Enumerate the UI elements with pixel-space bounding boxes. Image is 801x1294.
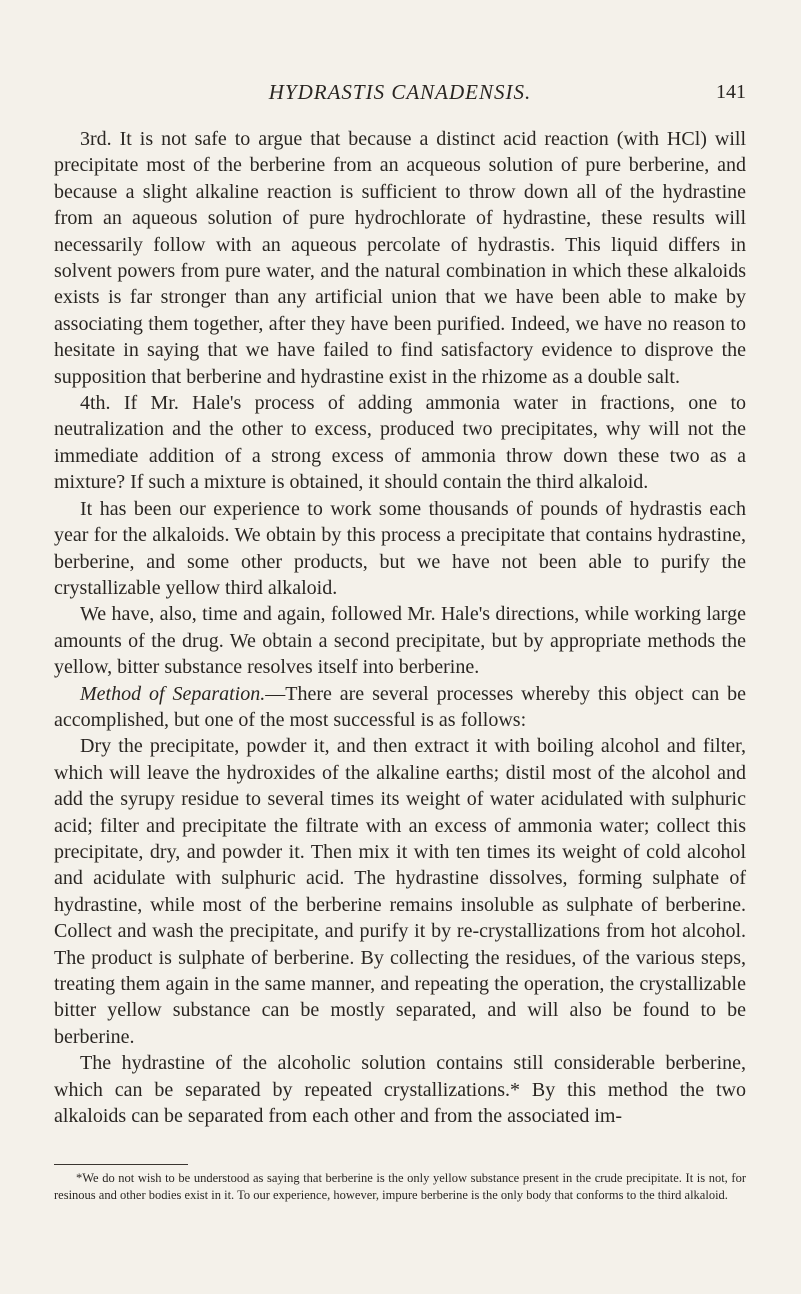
paragraph-hale-directions: We have, also, time and again, followed Mr. Hale's directions, while working large amounts of the drug. We obtain a second precipitate, but by appropriate methods the yellow, bitter substance resolves itself into berberine. xyxy=(54,603,746,679)
method-intro-text: —There are several processes whereby this object can be accomplished, but one of the most successful is as follows: xyxy=(54,682,746,731)
page-header xyxy=(54,80,746,106)
section-heading-method: Method of Separation. xyxy=(80,682,266,705)
paragraph-hydrastine-solution: The hydrastine of the alcoholic solution contains still considerable berberine, which can be separated by repeated crystallizations.* By this method the two alkaloids can be separated from each other and from the associated im- xyxy=(54,1052,746,1128)
paragraph-method xyxy=(54,681,746,734)
running-title: HYDRASTIS CANADENSIS. xyxy=(268,80,532,104)
paragraph-procedure: Dry the precipitate, powder it, and then extract it with boiling alcohol and filter, which will leave the hydroxides of the alkaline earths; distil most of the alcohol and add the syrupy residue to several times its weight of water acidulated with sulphuric acid; filter and precipitate the filtrate with an excess of ammonia water; collect this precipitate, dry, and powder it. Then mix it with ten times its weight of cold alcohol and acidulate with sulphuric acid. The hydrastine dissolves, forming sulphate of hydrastine, while most of the berberine remains insoluble as sulphate of berberine. Collect and wash the precipitate, and purify it by re-crystallizations from hot alcohol. The product is sulphate of berberine. By collecting the residues, of the various steps, treating them again in the same manner, and repeating the operation, the crystallizable bitter yellow substance can be mostly separated, and will also be found to be berberine. xyxy=(54,735,746,1048)
paragraph-4th: 4th. If Mr. Hale's process of adding ammonia water in fractions, one to neutralization and the other to excess, produced two precipitates, why will not the immediate addition of a strong excess of ammonia throw down these two as a mixture? If such a mixture is obtained, it should contain the third alkaloid. xyxy=(54,392,746,494)
paragraph-3rd: 3rd. It is not safe to argue that because a distinct acid reaction (with HCl) will precipitate most of the berberine from an acqueous solution of pure berberine, and because a slight alkaline reaction is sufficient to throw down all of the hydrastine from an aqueous solution of pure hydrochlorate of hydrastine, these results will necessarily follow with an aqueous percolate of hydrastis. This liquid differs in solvent powers from pure water, and the natural combination in which these alkaloids exists is far stronger than any artificial union that we have been able to make by associating them together, after they have been purified. Indeed, we have no reason to hesitate in saying that we have failed to find satisfactory evidence to disprove the supposition that berberine and hydrastine exist in the rhizome as a double salt. xyxy=(54,128,746,388)
footnote: *We do not wish to be understood as saying that berberine is the only yellow substance present in the crude precipitate. It is not, for resinous and other bodies exist in it. To our experience, however, impure berberine is the only body that conforms to the third alkaloid. xyxy=(54,1171,746,1202)
footnote-rule xyxy=(54,1164,188,1165)
body-text xyxy=(54,126,746,1129)
paragraph-experience: It has been our experience to work some thousands of pounds of hydrastis each year for the alkaloids. We obtain by this process a precipitate that contains hydrastine, berberine, and some other products, but we have not been able to purify the crystallizable yellow third alkaloid. xyxy=(54,497,746,599)
page-number: 141 xyxy=(716,81,746,103)
